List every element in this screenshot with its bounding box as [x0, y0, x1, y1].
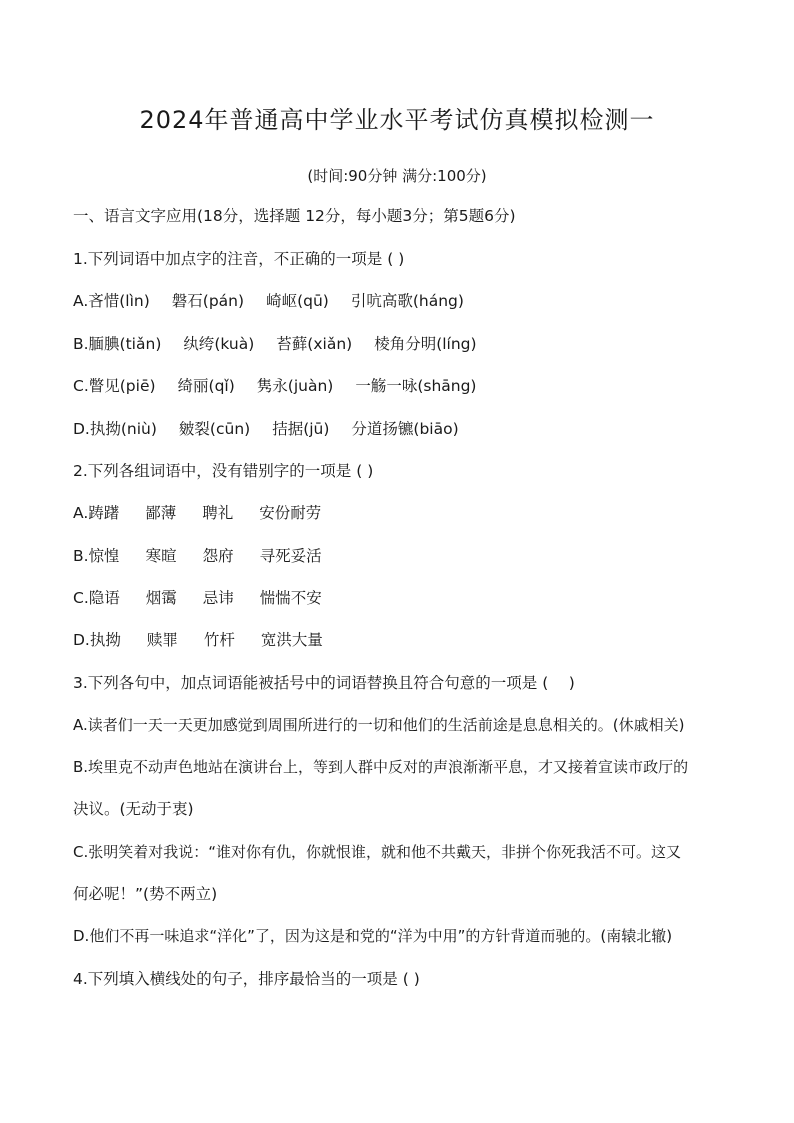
- question-2-option-c: [73, 588, 348, 608]
- option-item: D.执拗(niù): [73, 420, 157, 438]
- option-item: A.吝惜(lìn): [73, 292, 150, 310]
- question-1-option-c: [73, 376, 498, 396]
- question-1-stem: 1.下列词语中加点字的注音，不正确的一项是 ( ): [73, 250, 405, 268]
- section-heading: 一、语言文字应用(18分，选择题 12分，每小题3分；第5题6分): [73, 207, 516, 225]
- option-item: 纨绔(kuà): [183, 335, 255, 353]
- option-item: 宽洪大量: [260, 631, 323, 649]
- option-item: 磐石(pán): [171, 292, 245, 310]
- option-item: C.隐语: [73, 589, 120, 607]
- option-item: 拮据(jū): [272, 420, 330, 438]
- option-item: C.瞥见(piē): [73, 377, 156, 395]
- question-1-option-d: [73, 419, 481, 439]
- option-item: 棱角分明(líng): [374, 335, 477, 353]
- option-item: 安份耐劳: [259, 504, 322, 522]
- question-3-option-c: C.张明笑着对我说：“谁对你有仇，你就恨谁，就和他不共戴天，非拼个你死我活不可。这又: [73, 843, 682, 861]
- option-item: 赎罪: [146, 631, 178, 649]
- question-3-option-b-cont: 决议。(无动于衷): [73, 800, 194, 818]
- option-item: 忌讳: [202, 589, 234, 607]
- question-2-option-d: [73, 630, 349, 650]
- question-3-option-a: A.读者们一天一天更加感觉到周围所进行的一切和他们的生活前途是息息相关的。(休戚相关): [73, 716, 685, 734]
- question-2-option-a: [73, 503, 347, 523]
- option-item: 隽永(juàn): [256, 377, 334, 395]
- option-item: A.踌躇: [73, 504, 120, 522]
- page-title: 2024年普通高中学业水平考试仿真模拟检测一: [139, 106, 655, 134]
- option-item: 聘礼: [202, 504, 234, 522]
- question-3-option-c-cont: 何必呢！”(势不两立): [73, 885, 218, 903]
- option-item: 怨府: [202, 547, 234, 565]
- option-item: 引吭高歌(háng): [350, 292, 464, 310]
- option-item: 惴惴不安: [259, 589, 322, 607]
- exam-time-info: (时间:90分钟 满分:100分): [307, 167, 487, 185]
- option-item: B.腼腆(tiǎn): [73, 335, 162, 353]
- question-1-option-a: [73, 291, 486, 311]
- question-4-stem: 4.下列填入横线处的句子，排序最恰当的一项是 ( ): [73, 970, 420, 988]
- option-item: 寻死妥活: [259, 547, 322, 565]
- option-item: 皴裂(cūn): [178, 420, 251, 438]
- option-item: 崎岖(qū): [266, 292, 329, 310]
- option-item: 鄙薄: [145, 504, 177, 522]
- question-1-option-b: [73, 334, 499, 354]
- option-item: 寒暄: [145, 547, 177, 565]
- question-2-stem: 2.下列各组词语中，没有错别字的一项是 ( ): [73, 462, 374, 480]
- option-item: 绮丽(qǐ): [177, 377, 235, 395]
- option-item: 分道扬镳(biāo): [351, 420, 459, 438]
- option-item: 苔藓(xiǎn): [276, 335, 353, 353]
- option-item: B.惊惶: [73, 547, 120, 565]
- question-3-option-d: D.他们不再一味追求“洋化”了，因为这是和党的“洋为中用”的方针背道而驰的。(南辕北辙): [73, 927, 673, 945]
- question-3-option-b: B.埃里克不动声色地站在演讲台上，等到人群中反对的声浪渐渐平息，才又接着宣读市政厅的: [73, 758, 689, 776]
- question-2-option-b: [73, 546, 348, 566]
- option-item: D.执拗: [73, 631, 121, 649]
- option-item: 竹杆: [203, 631, 235, 649]
- question-3-stem: 3.下列各句中，加点词语能被括号中的词语替换且符合句意的一项是 ( ): [73, 674, 575, 692]
- option-item: 烟霭: [145, 589, 177, 607]
- option-item: 一觞一咏(shāng): [355, 377, 477, 395]
